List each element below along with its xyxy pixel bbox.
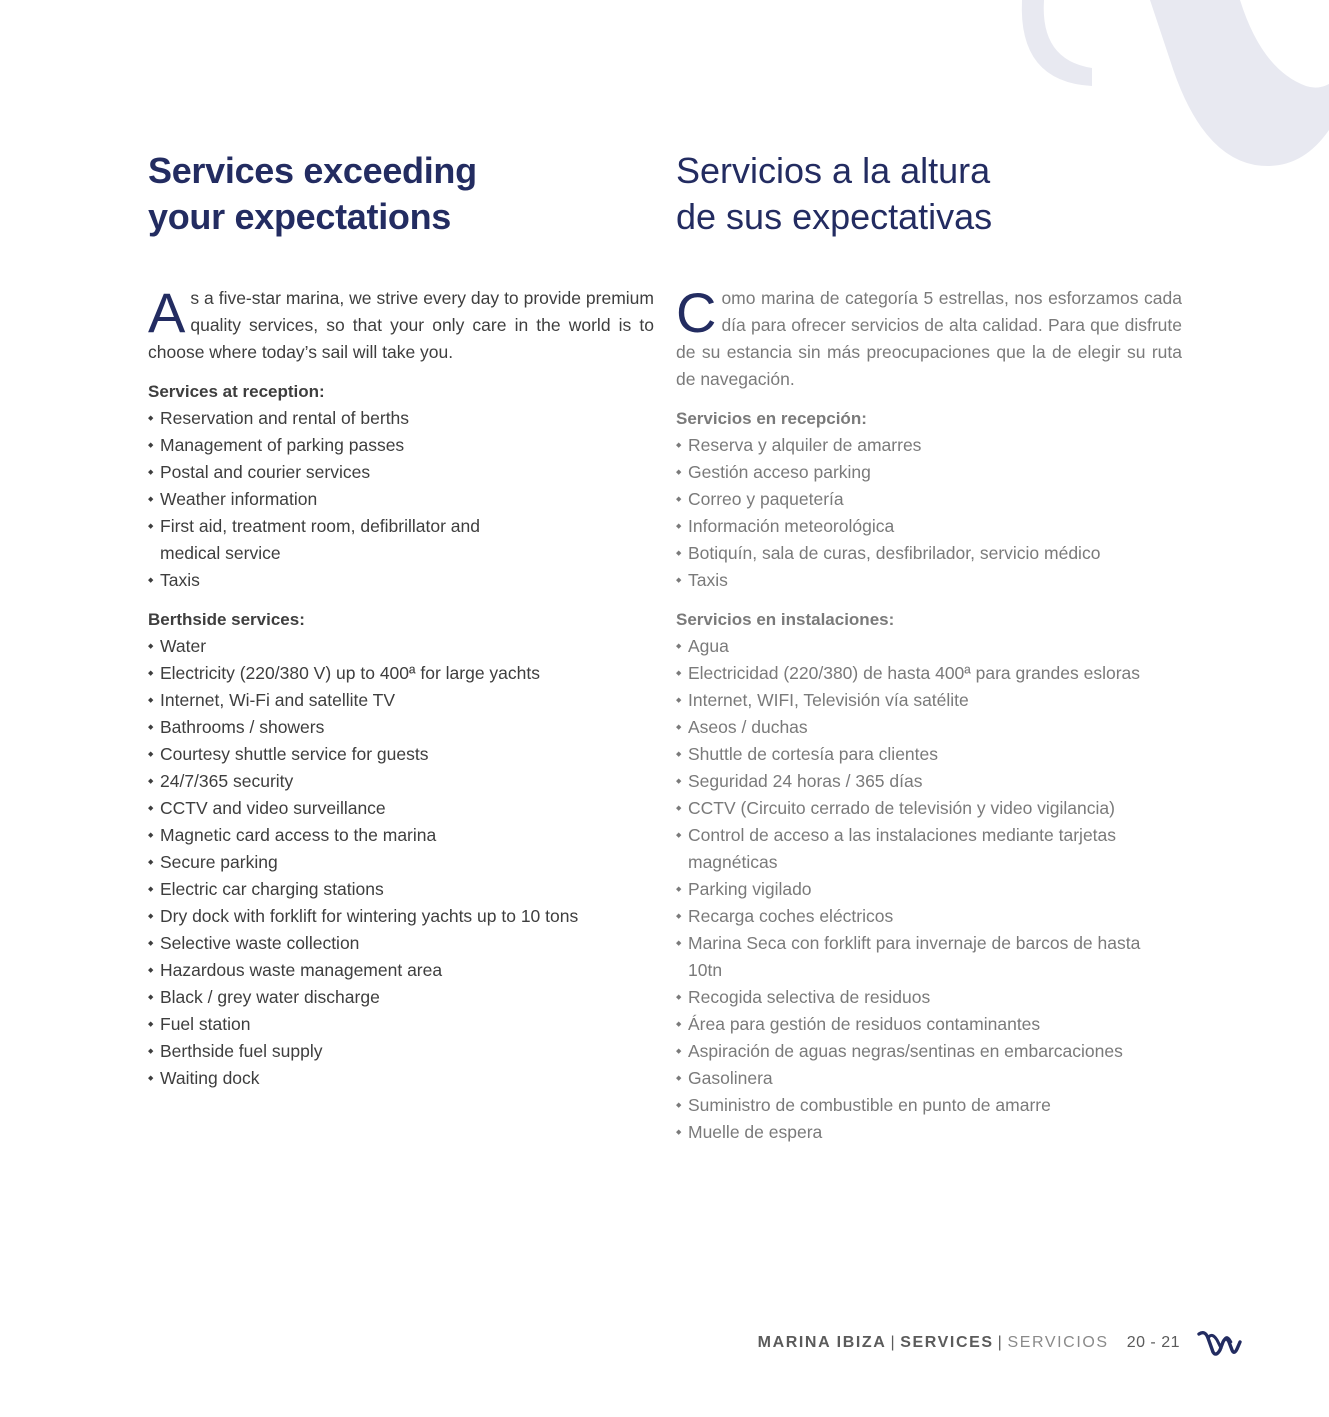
list-item: ◆ Electricity (220/380 V) up to 400ª for large yachts [148, 660, 654, 687]
list-item: ◆ CCTV (Circuito cerrado de televisión y video vigilancia) [676, 795, 1182, 822]
spanish-reception-title: Servicios en recepción: [676, 409, 867, 428]
list-item: ◆ Correo y paquetería [676, 486, 1182, 513]
list-item: ◆ 24/7/365 security [148, 768, 654, 795]
list-item: ◆ Marina Seca con forklift para invernaje de barcos de hasta 10tn [676, 930, 1158, 984]
list-item: ◆ Postal and courier services [148, 459, 654, 486]
list-item: ◆ Dry dock with forklift for wintering yachts up to 10 tons [148, 903, 654, 930]
list-item: ◆ Gasolinera [676, 1065, 1182, 1092]
list-item: ◆ Reservation and rental of berths [148, 405, 654, 432]
list-item: ◆ Muelle de espera [676, 1119, 1182, 1146]
list-item: ◆ Aspiración de aguas negras/sentinas en embarcaciones [676, 1038, 1182, 1065]
list-item: ◆ Berthside fuel supply [148, 1038, 654, 1065]
list-item: ◆ Información meteorológica [676, 513, 1182, 540]
english-reception-list [148, 405, 654, 594]
list-item: ◆ Electricidad (220/380) de hasta 400ª para grandes esloras [676, 660, 1158, 687]
spanish-title [676, 148, 1182, 285]
english-berthside-title: Berthside services: [148, 610, 305, 629]
english-column [148, 148, 654, 1092]
list-item: ◆ Suministro de combustible en punto de amarre [676, 1092, 1182, 1119]
footer-brand: MARINA IBIZA [757, 1334, 887, 1351]
list-item: ◆ Recarga coches eléctricos [676, 903, 1182, 930]
spanish-reception-list [676, 432, 1182, 594]
page-footer [758, 1332, 1180, 1354]
list-item: ◆ Reserva y alquiler de amarres [676, 432, 1182, 459]
english-dropcap: A [148, 281, 186, 344]
list-item: ◆ Water [148, 633, 654, 660]
footer-divider: | [997, 1334, 1004, 1351]
list-item: ◆ Black / grey water discharge [148, 984, 654, 1011]
list-item: ◆ Seguridad 24 horas / 365 días [676, 768, 1182, 795]
english-title-line2: your expectations [148, 196, 451, 237]
english-intro-text: s a five-star marina, we strive every day to provide premium quality services, so that your only care in the world is to choose where today’s sail will take you. [148, 288, 654, 362]
footer-divider: | [890, 1334, 897, 1351]
footer-section-es: SERVICIOS [1007, 1334, 1109, 1351]
list-item: ◆ CCTV and video surveillance [148, 795, 654, 822]
spanish-column [676, 148, 1182, 1146]
list-item: ◆ First aid, treatment room, defibrillator and medical service [148, 513, 500, 567]
english-title [148, 148, 654, 285]
list-item: ◆ Taxis [676, 567, 1182, 594]
list-item: ◆ Gestión acceso parking [676, 459, 1182, 486]
spanish-dropcap: C [676, 281, 717, 344]
list-item: ◆ Recogida selectiva de residuos [676, 984, 1182, 1011]
list-item: ◆ Management of parking passes [148, 432, 654, 459]
list-item: ◆ Bathrooms / showers [148, 714, 654, 741]
english-berthside-list [148, 633, 654, 1092]
list-item: ◆ Fuel station [148, 1011, 654, 1038]
page-numbers: 20 - 21 [1126, 1334, 1180, 1351]
list-item: ◆ Hazardous waste management area [148, 957, 654, 984]
list-item: ◆ Waiting dock [148, 1065, 654, 1092]
list-item: ◆ Internet, Wi-Fi and satellite TV [148, 687, 654, 714]
list-item: ◆ Electric car charging stations [148, 876, 654, 903]
marina-ibiza-wave-logo-icon [1196, 1330, 1242, 1358]
spanish-title-line1: Servicios a la altura [676, 150, 991, 191]
spanish-title-line2: de sus expectativas [676, 196, 993, 237]
spanish-facilities-list [676, 633, 1182, 1146]
footer-section-en: SERVICES [900, 1334, 994, 1351]
list-item: ◆ Área para gestión de residuos contaminantes [676, 1011, 1182, 1038]
list-item: ◆ Secure parking [148, 849, 654, 876]
spanish-facilities-title: Servicios en instalaciones: [676, 610, 895, 629]
list-item: ◆ Courtesy shuttle service for guests [148, 741, 654, 768]
list-item: ◆ Taxis [148, 567, 654, 594]
list-item: ◆ Parking vigilado [676, 876, 1182, 903]
list-item: ◆ Magnetic card access to the marina [148, 822, 654, 849]
list-item: ◆ Botiquín, sala de curas, desfibrilador, servicio médico [676, 540, 1182, 567]
list-item: ◆ Internet, WIFI, Televisión vía satélite [676, 687, 1182, 714]
spanish-intro [676, 281, 1182, 393]
list-item: ◆ Aseos / duchas [676, 714, 1182, 741]
list-item: ◆ Control de acceso a las instalaciones mediante tarjetas magnéticas [676, 822, 1182, 876]
list-item: ◆ Selective waste collection [148, 930, 654, 957]
english-intro [148, 281, 654, 366]
english-title-line1: Services exceeding [148, 150, 477, 191]
list-item: ◆ Weather information [148, 486, 654, 513]
spanish-intro-text: omo marina de categoría 5 estrellas, nos esforzamos cada día para ofrecer servicios de alta calidad. Para que disfrute de su estancia sin más preocupaciones que la de elegir su ruta de navegación. [676, 288, 1182, 389]
english-reception-title: Services at reception: [148, 382, 325, 401]
list-item: ◆ Shuttle de cortesía para clientes [676, 741, 1182, 768]
list-item: ◆ Agua [676, 633, 1182, 660]
